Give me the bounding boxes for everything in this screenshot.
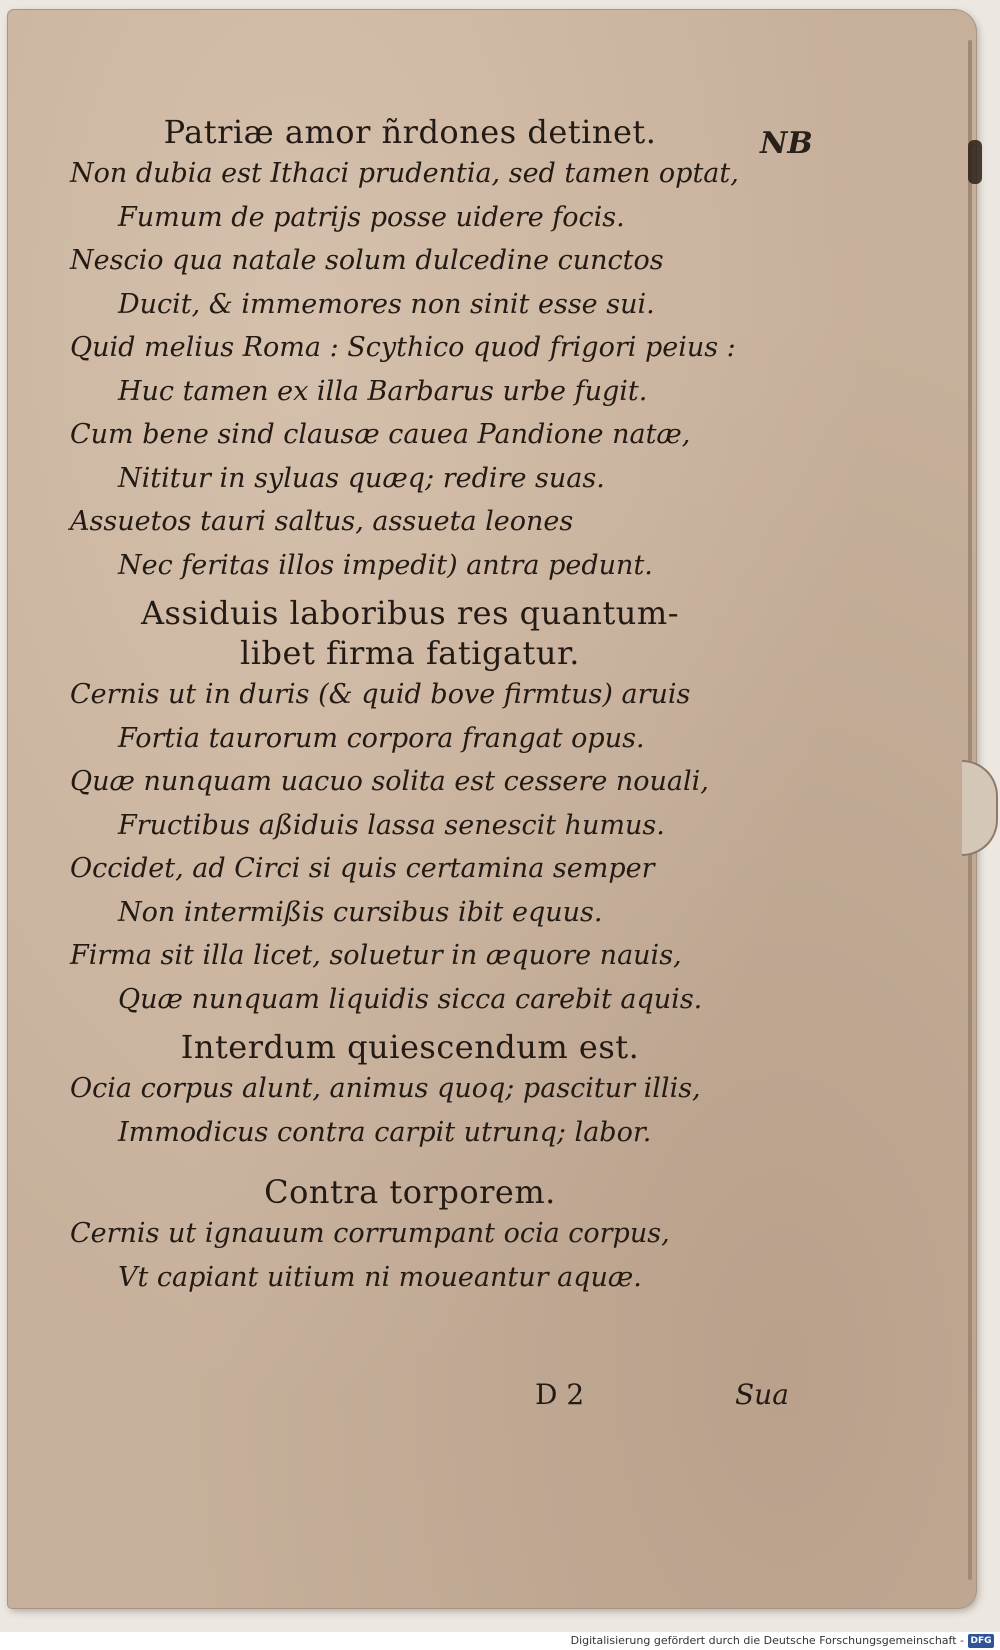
verse-line: Fumum de patrijs posse uidere focis. — [118, 201, 625, 233]
verse-line: Ocia corpus alunt, animus quoq; pascitur illis, — [70, 1073, 701, 1104]
verse-line: Nec feritas illos impedit) antra pedunt. — [118, 549, 653, 581]
ink-blot-mark — [968, 140, 982, 184]
verse-line: Cum bene sind clausæ cauea Pandione natæ, — [70, 419, 691, 450]
verse-line: Occidet, ad Circi si quis certamina semper — [70, 853, 655, 884]
verse-line: Vt capiant uitium ni moueantur aquæ. — [118, 1261, 642, 1293]
verse-line: Quæ nunquam liquidis sicca carebit aquis. — [118, 983, 703, 1015]
section-heading: Patriæ amor ñrdones detinet. — [163, 113, 657, 151]
verse-line: Non intermißis cursibus ibit equus. — [118, 896, 603, 928]
section-heading: Contra torporem. — [264, 1173, 556, 1211]
verse-line: Immodicus contra carpit utrunq; labor. — [118, 1116, 652, 1148]
dfg-logo: DFG — [968, 1634, 994, 1648]
verse-line: Nititur in syluas quæq; redire suas. — [118, 462, 605, 494]
catchword: Sua — [735, 1378, 789, 1411]
verse-line: Assuetos tauri saltus, assueta leones — [70, 506, 574, 537]
verse-line: Cernis ut in duris (& quid bove firmtus) aruis — [70, 679, 691, 710]
section-heading: libet firma fatigatur. — [240, 634, 580, 672]
verse-line: Non dubia est Ithaci prudentia, sed tamen optat, — [70, 158, 739, 189]
verse-line: Quid melius Roma : Scythico quod frigori peius : — [70, 332, 736, 363]
section-heading: Interdum quiescendum est. — [180, 1028, 640, 1066]
verse-line: Firma sit illa licet, soluetur in æquore nauis, — [70, 940, 682, 971]
verse-line: Quæ nunquam uacuo solita est cessere nouali, — [70, 766, 709, 797]
marginal-note-nb: NB — [760, 126, 813, 161]
footer-credit: Digitalisierung gefördert durch die Deutsche Forschungsgemeinschaft - — [570, 1634, 964, 1647]
verse-line: Cernis ut ignauum corrumpant ocia corpus, — [70, 1218, 670, 1249]
verse-line: Fortia taurorum corpora frangat opus. — [118, 722, 645, 754]
digitization-footer — [0, 1632, 1000, 1650]
signature-mark: D 2 — [535, 1378, 585, 1411]
verse-line: Ducit, & immemores non sinit esse sui. — [118, 288, 655, 320]
verse-line: Huc tamen ex illa Barbarus urbe fugit. — [118, 375, 648, 407]
verse-line: Fructibus aßiduis lassa senescit humus. — [118, 809, 665, 841]
section-heading: Assiduis laboribus res quantum- — [140, 594, 680, 632]
verse-line: Nescio qua natale solum dulcedine cunctos — [70, 245, 664, 276]
page-text — [70, 112, 750, 1299]
